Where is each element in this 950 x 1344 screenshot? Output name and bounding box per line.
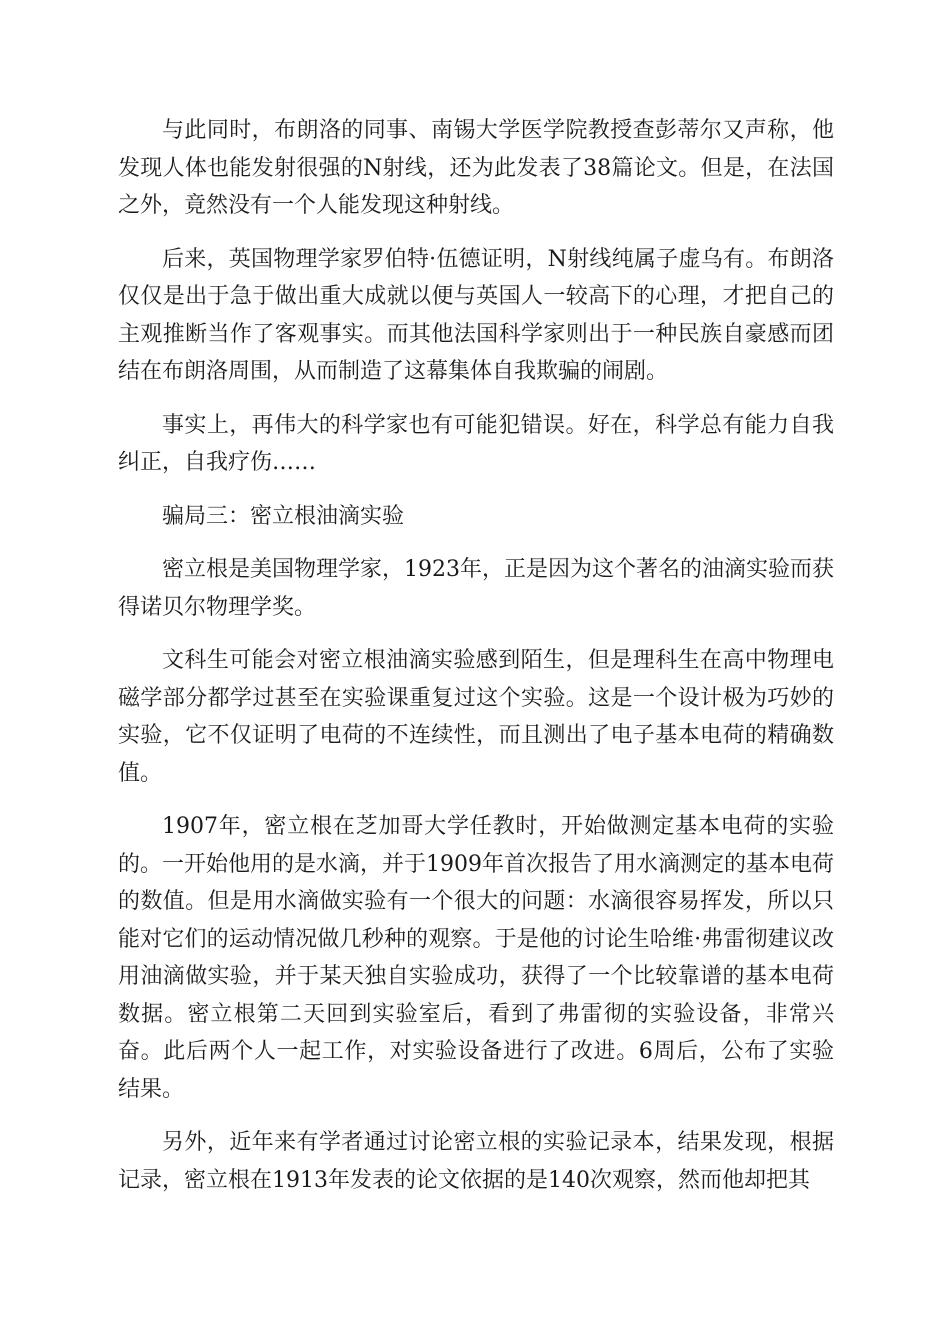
document-body [118, 112, 834, 1215]
section-heading: 骗局三：密立根油滴实验 [162, 503, 405, 529]
paragraph-3: 事实上，再伟大的科学家也有可能犯错误。好在，科学总有能力自我纠正，自我疗伤…… [118, 412, 834, 475]
paragraph-7: 1907年，密立根在芝加哥大学任教时，开始做测定基本电荷的实验的。一开始他用的是水滴，并于1909年首次报告了用水滴测定的基本电荷的数值。但是用水滴做实验有一个很大的问题：水滴很容易挥发，所以只能对它们的运动情况做几秒种的观察。于是他的讨论生哈维·弗雷彻建议改用油滴做实验，并于某天独自实验成功，获得了一个比较靠谱的基本电荷数据。密立根第二天回到实验室后，看到了弗雷彻的实验设备，非常兴奋。此后两个人一起工作，对实验设备进行了改进。6周后，公布了实验结果。 [118, 814, 834, 1102]
paragraph-2: 后来，英国物理学家罗伯特·伍德证明，N射线纯属子虚乌有。布朗洛仅仅是出于急于做出重大成就以便与英国人一较高下的心理，才把自己的主观推断当作了客观事实。而其他法国科学家则出于一种民族自豪感而团结在布朗洛周围，从而制造了这幕集体自我欺骗的闹剧。 [118, 246, 834, 384]
paragraph-6: 文科生可能会对密立根油滴实验感到陌生，但是理科生在高中物理电磁学部分都学过甚至在实验课重复过这个实验。这是一个设计极为巧妙的实验，它不仅证明了电荷的不连续性，而且测出了电子基本电荷的精确数值。 [118, 648, 834, 786]
paragraph-5: 密立根是美国物理学家，1923年，正是因为这个著名的油滴实验而获得诺贝尔物理学奖。 [118, 557, 834, 620]
paragraph-1: 与此同时，布朗洛的同事、南锡大学医学院教授查彭蒂尔又声称，他发现人体也能发射很强的N射线，还为此发表了38篇论文。但是，在法国之外，竟然没有一个人能发现这种射线。 [118, 118, 834, 218]
paragraph-8: 另外，近年来有学者通过讨论密立根的实验记录本，结果发现，根据记录，密立根在1913年发表的论文依据的是140次观察，然而他却把其 [118, 1130, 834, 1193]
